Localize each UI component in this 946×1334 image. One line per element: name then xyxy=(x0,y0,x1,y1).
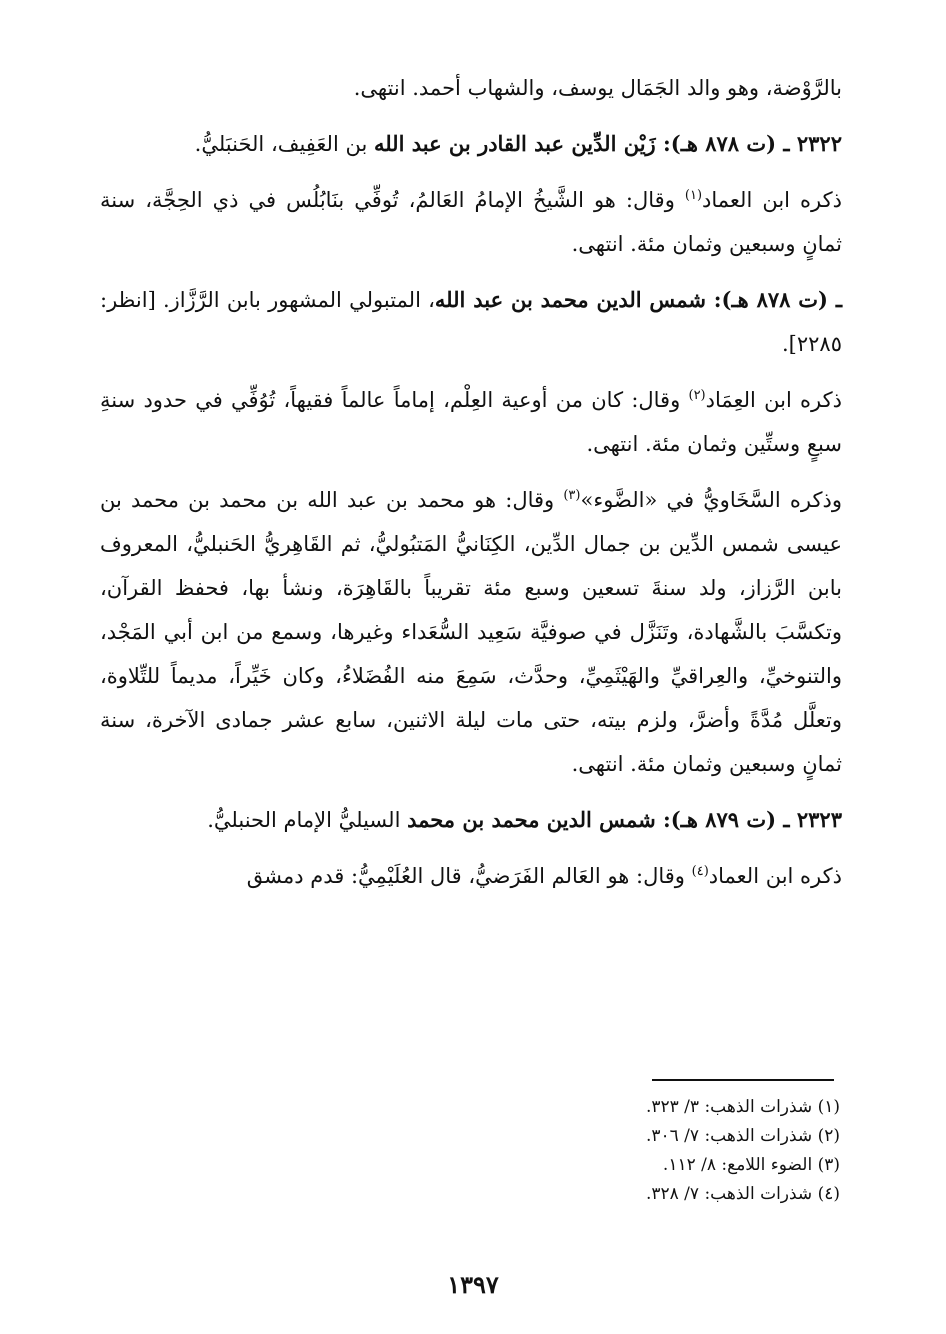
main-text xyxy=(100,66,842,910)
paragraph-sakhawi xyxy=(100,478,842,786)
bold-heading-text: ٢٣٢٢ ـ (ت ٨٧٨ هـ): زَيْن الدِّين عبد القادر بن عبد الله xyxy=(373,131,842,156)
text-span: السيليُّ الإمام الحنبليُّ. xyxy=(207,808,408,832)
text-span: وقال: هو محمد بن عبد الله بن محمد بن محمد بن عيسى شمس الدِّين بن جمال الدِّين، الكِنَانيُّ المَتبُوليُّ، ثم القَاهِريُّ الحَنبليُّ، المعروف بابن الرَّزاز، ولد سنةَ تسعين وسبع مئة تقريباً بالقَاهِرَة، ونشأ بها، فحفظ القرآن، وتكسَّبَ بالشَّهادة، وتَنَزَّل في صوفيَّة سَعِيد السُّعَداء وغيرها، وسمع من ابن أبي المَجْد، والتنوخيِّ، والعِراقيِّ والهَيْثَمِيِّ، وحدَّث، سَمِعَ منه الفُضَلاءُ، وكان خَيِّراً، مديماً للتِّلاوة، وتعلَّل مُدَّةً وأضرَّ، ولزم بيته، حتى مات ليلة الاثنين، سابع عشر جمادى الآخرة، سنة ثمانٍ وسبعين وثمان مئة. انتهى. xyxy=(100,488,842,776)
text-span: بن العَفِيف، الحَنبَليُّ. xyxy=(194,132,374,156)
footnote-2: (٢) شذرات الذهب: ٧/ ٣٠٦. xyxy=(645,1126,840,1146)
bold-heading-text: ـ (ت ٨٧٨ هـ): شمس الدين محمد بن عبد الله xyxy=(434,287,842,312)
footnote-ref: (٢) xyxy=(688,388,706,403)
paragraph-ibn-alimad-1 xyxy=(100,178,842,266)
entry-2323-heading xyxy=(100,798,842,842)
bold-heading-text: ٢٣٢٣ ـ (ت ٨٧٩ هـ): شمس الدين محمد بن محمد xyxy=(407,807,842,832)
text-span: وقال: كان من أوعية العِلْم، إماماً عالماً فقيهاً، تُوُفِّي في حدود سنةِ سبعٍ وستِّين وثمان مئة. انتهى. xyxy=(100,388,842,456)
footnote-ref: (٣) xyxy=(563,488,581,503)
text-span: بالرَّوْضة، وهو والد الجَمَال يوسف، والشهاب أحمد. انتهى. xyxy=(353,76,842,100)
footnote-divider xyxy=(652,1079,834,1081)
entry-2322-heading xyxy=(100,122,842,166)
text-span: وذكره السَّخَاويُّ في «الضَّوء» xyxy=(580,488,842,512)
text-span: ذكره ابن العماد xyxy=(708,864,842,888)
footnote-4: (٤) شذرات الذهب: ٧/ ٣٢٨. xyxy=(645,1184,840,1204)
text-span: ذكره ابن العِمَاد xyxy=(705,388,842,412)
footnote-3: (٣) الضوء اللامع: ٨/ ١١٢. xyxy=(662,1155,840,1175)
footnotes xyxy=(300,1093,840,1209)
text-span: وقال: هو الشَّيخُ الإمامُ العَالمُ، تُوفِّي بنَابُلُس في ذي الحِجَّة، سنة ثمانٍ وسبعين وثمان مئة. انتهى. xyxy=(100,188,842,256)
page-number: ١٣٩٧ xyxy=(447,1270,499,1299)
text-span: وقال: هو العَالم الفَرَضيُّ، قال العُلَيْمِيُّ: قدم دمشق xyxy=(246,864,692,888)
paragraph-ibn-alimad-4 xyxy=(100,854,842,898)
entry-878-heading xyxy=(100,278,842,366)
text-span: ، المتبولي المشهور بابن الرَّزَّاز. [انظر: ٢٢٨٥]. xyxy=(100,288,842,356)
footnote-1: (١) شذرات الذهب: ٣/ ٣٢٣. xyxy=(645,1097,840,1117)
footnote-ref: (٤) xyxy=(691,864,709,879)
paragraph-ibn-alimad-2 xyxy=(100,378,842,466)
text-span: ذكره ابن العماد xyxy=(702,188,842,212)
paragraph-1 xyxy=(100,66,842,110)
footnote-ref: (١) xyxy=(684,188,703,203)
